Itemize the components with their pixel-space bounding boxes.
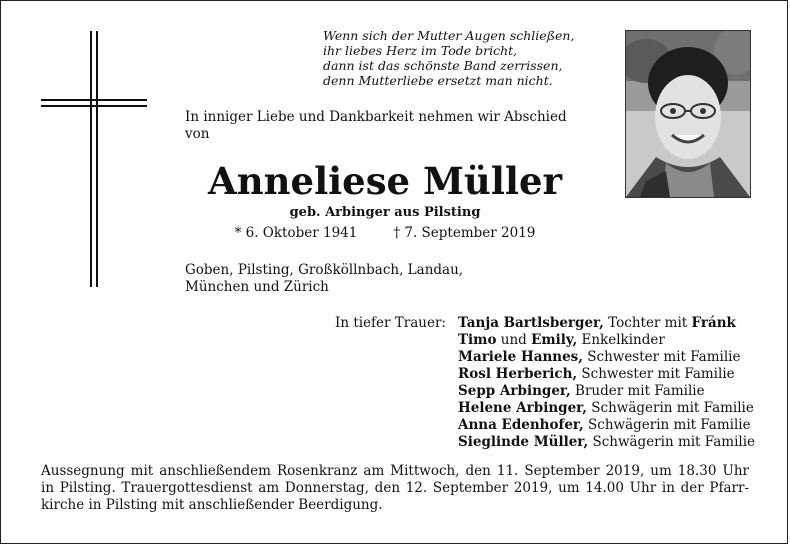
poem-line: Wenn sich der Mutter Augen schließen, — [323, 28, 575, 43]
intro-text — [185, 109, 595, 143]
mourner-row: Rosl Herberich, Schwester mit Familie — [458, 366, 735, 382]
places-line: Goben, Pilsting, Großköllnbach, Landau, — [185, 262, 464, 278]
mourners-list — [458, 315, 758, 451]
service-line: Aussegnung mit anschließendem Rosenkranz am Mittwoch, den 11. September 2019, um 18.30 Uhr — [41, 463, 749, 479]
intro-line: In inniger Liebe und Dankbarkeit nehmen wir Abschied — [185, 109, 567, 125]
intro-line: von — [185, 126, 210, 142]
poem — [323, 28, 603, 88]
service-line: in Pilsting. Trauergottesdienst am Donnerstag, den 12. September 2019, um 14.00 Uhr in der Pfarr- — [41, 480, 749, 496]
poem-line: ihr liebes Herz im Tode bricht, — [323, 43, 518, 58]
service-line: kirche in Pilsting mit anschließender Beerdigung. — [41, 497, 383, 513]
places — [185, 262, 605, 296]
mourner-row: Tanja Bartlsberger, Tochter mit Fránk — [458, 315, 736, 331]
mourner-row: Helene Arbinger, Schwägerin mit Familie — [458, 400, 754, 416]
poem-line: dann ist das schönste Band zerrissen, — [323, 58, 563, 73]
places-line: München und Zürich — [185, 279, 329, 295]
mourner-row: Mariele Hannes, Schwester mit Familie — [458, 349, 741, 365]
poem-line: denn Mutterliebe ersetzt man nicht. — [323, 73, 553, 88]
maiden-name: geb. Arbinger aus Pilsting — [289, 205, 481, 220]
mourner-row: Sieglinde Müller, Schwägerin mit Familie — [458, 434, 756, 450]
life-dates — [185, 225, 585, 242]
death-date: † 7. September 2019 — [393, 225, 536, 241]
mourner-row: Anna Edenhofer, Schwägerin mit Familie — [458, 417, 751, 433]
mourner-row: Sepp Arbinger, Bruder mit Familie — [458, 383, 705, 399]
birth-date: * 6. Oktober 1941 — [234, 225, 358, 241]
deceased-name: Anneliese Müller — [208, 159, 562, 203]
mourning-label: In tiefer Trauer: — [335, 315, 446, 331]
mourner-row: Timo und Emily, Enkelkinder — [458, 332, 665, 348]
cross-icon — [41, 31, 147, 287]
portrait-photo — [625, 30, 751, 198]
service-details — [41, 463, 749, 514]
